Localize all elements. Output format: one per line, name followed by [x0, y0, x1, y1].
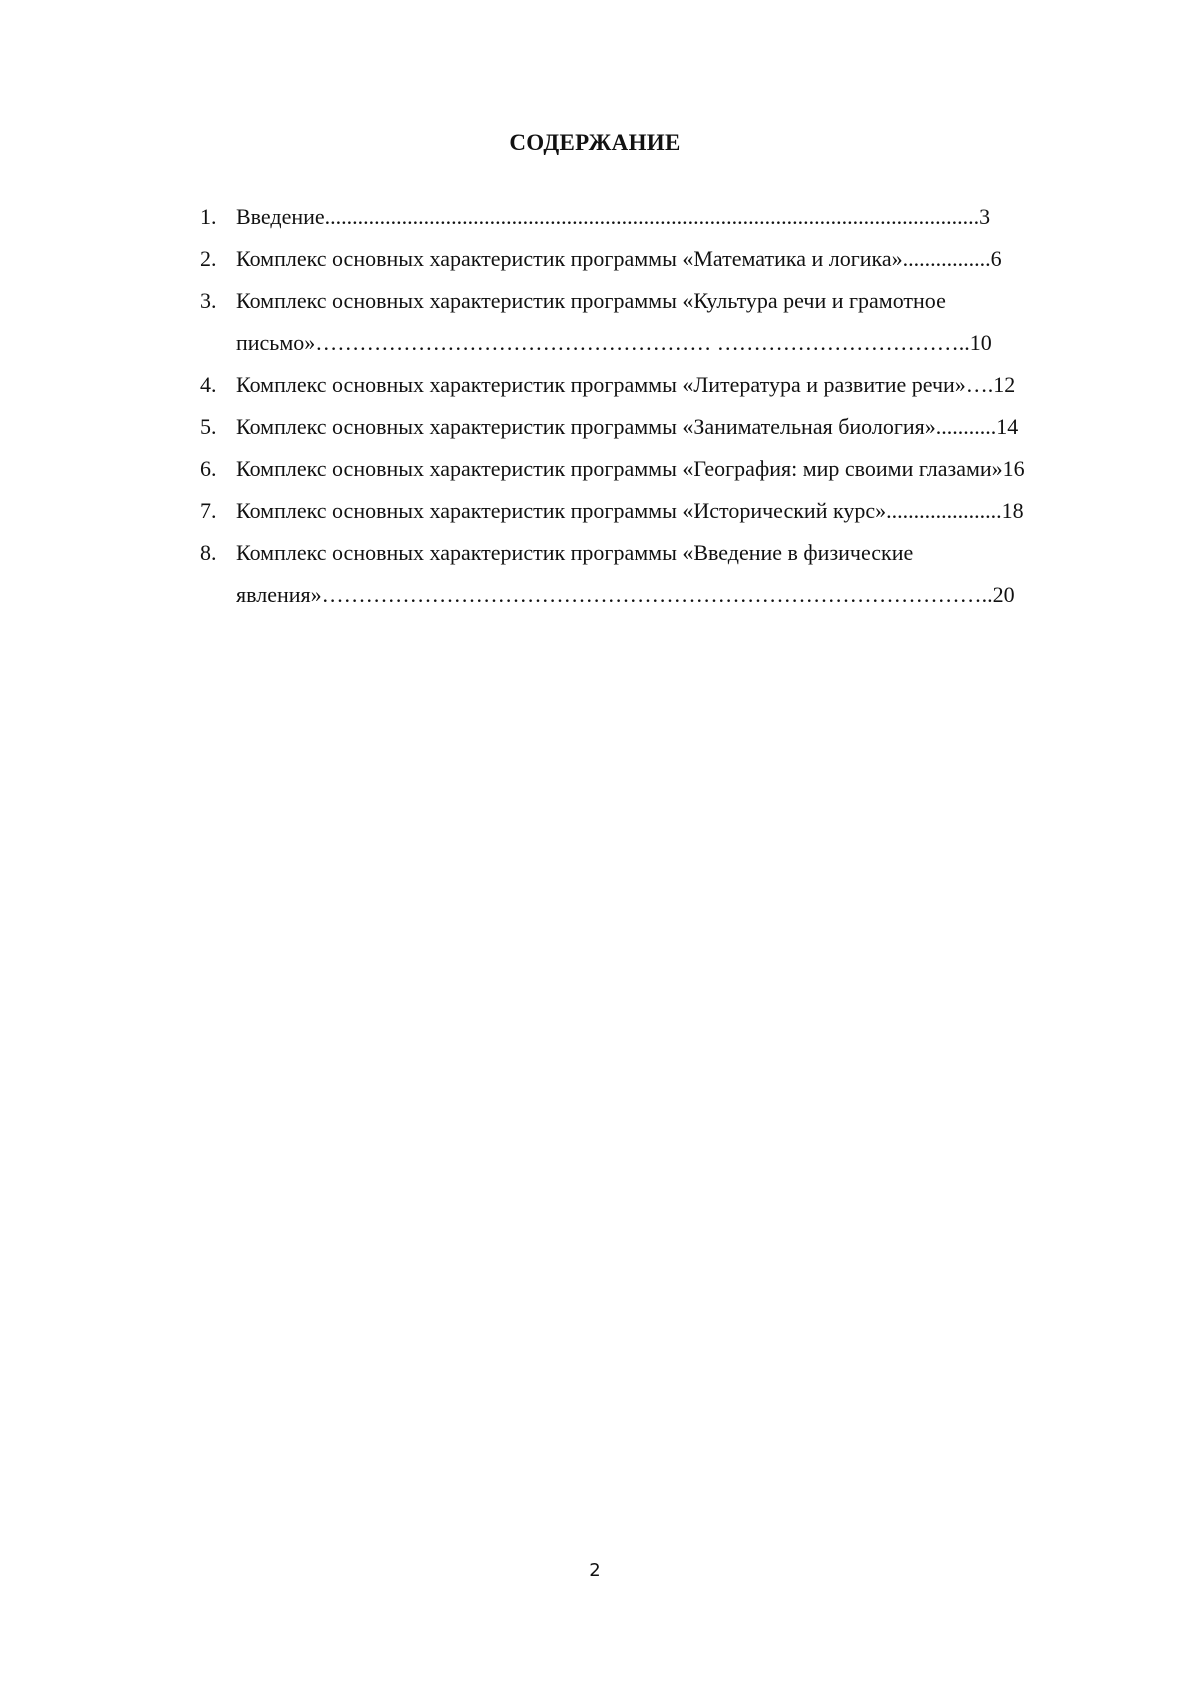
toc-item [200, 490, 1120, 532]
toc-item [200, 196, 1120, 238]
toc-item [200, 364, 1120, 406]
page-number: 2 [589, 1560, 601, 1581]
toc-item-text: Введение.......................................................................................................................3 [236, 204, 991, 229]
toc-item-number: 7. [200, 498, 217, 523]
toc-item-text: Комплекс основных характеристик программы «Исторический курс».....................18 [236, 498, 1024, 523]
toc-item-continuation [200, 574, 1120, 616]
toc-item-number: 4. [200, 372, 217, 397]
toc-item [200, 448, 1120, 490]
toc-item [200, 238, 1120, 280]
toc-item-number: 2. [200, 246, 217, 271]
toc-item-text: явления»………………………………………………………………………………..20 [236, 582, 1015, 607]
toc-item [200, 280, 1120, 322]
toc-item-number: 6. [200, 456, 217, 481]
toc-item [200, 532, 1120, 574]
toc-item-text: Комплекс основных характеристик программы «Введение в физические [236, 540, 914, 565]
toc-item-number: 5. [200, 414, 217, 439]
toc-item-text: Комплекс основных характеристик программы «География: мир своими глазами»16 [236, 456, 1025, 481]
toc-item-text: Комплекс основных характеристик программы «Математика и логика»................6 [236, 246, 1002, 271]
table-of-contents [200, 196, 1120, 616]
toc-item-text: Комплекс основных характеристик программы «Литература и развитие речи»….12 [236, 372, 1016, 397]
page-title: СОДЕРЖАНИЕ [509, 130, 681, 155]
toc-item [200, 406, 1120, 448]
toc-item-text: Комплекс основных характеристик программы «Занимательная биология»...........14 [236, 414, 1019, 439]
toc-item-text: письмо»……………………………………………… ……………………………..10 [236, 330, 992, 355]
toc-item-text: Комплекс основных характеристик программы «Культура речи и грамотное [236, 288, 946, 313]
toc-item-continuation [200, 322, 1120, 364]
toc-item-number: 8. [200, 540, 217, 565]
toc-item-number: 1. [200, 204, 217, 229]
toc-item-number: 3. [200, 288, 217, 313]
